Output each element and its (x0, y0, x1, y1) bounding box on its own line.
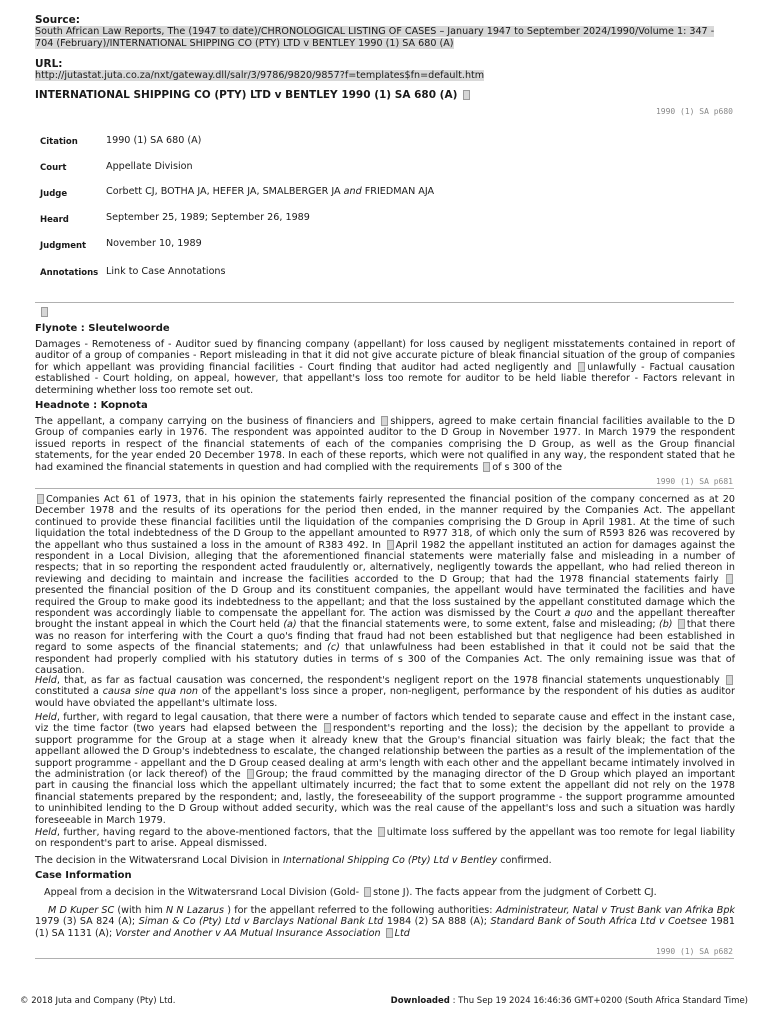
flynote-text-1: Damages - Remoteness of - Auditor sued by financing company (appellant) for loss caused by negligent misstatements contained in report of auditor of a group of companies - Report misleading in that it did not give accurate picture of bleak financial situation of the group of companies for which appellant was providing financial facilities - Court finding that auditor had acted negligently and (35, 339, 735, 373)
body-italic: Held (35, 675, 57, 686)
headnote-text-3: of s 300 of the (492, 461, 563, 473)
body-text: that unlawfulness had been established in that it could not be said that the respondent had properly complied with his statutory duties in terms of s 300 of the Companies Act. The only remaining issue was that of causation. (35, 642, 735, 677)
flynote-text-2: unlawfully - Factual causation established - Court holding, on appeal, however, that appellant's loss too remote for auditor to be held liable therefor - Factors relevant in determining whether loss too remote set out. (35, 361, 735, 396)
divider (35, 958, 734, 959)
marker-j-icon (483, 462, 490, 472)
marker-d-icon (678, 619, 685, 629)
case-info-text: 1979 (3) SA 824 (A); (35, 916, 139, 928)
body-text: , further, with regard to legal causation, that there were a number of factors which tended to separate cause and effect in the instant case, viz the time factor (two years had elapsed between the (35, 712, 735, 735)
body-text: Group; the fraud committed by the managing director of the D Group which played an important part in causing the financial loss which the appellant ultimately incurred; the fact that to some extent the appellant did not rely on the 1978 financial statements prepared by the respondent; and, lastly, the foreseeability of the support programme - the support programme amounted to uninhibited lending to the D Group without added security, which was the real cause of the appellant's loss and such a situation was hardly foreseeable in March 1979. (35, 769, 735, 826)
marker-c-icon (726, 574, 733, 584)
headnote-heading: Headnote : Kopnota (35, 400, 148, 411)
counsel-name: N N Lazarus (166, 905, 224, 916)
body-text: presented the financial position of the D Group and its constituent companies, the appellant would have terminated the facilities and have required the Group to make good its indebtedness to the appellant; and that the loss sustained by the appellant constituted damage which the respondent was accordingly liable to compensate the appellant for. The action was dismissed by the Court (35, 585, 735, 620)
headnote-text-2: shippers, agreed to make certain financial facilities available to the D Group of companies early in 1976. The respondent was appointed auditor to the D Group in November 1977. In March 1979 the respondent issued reports in respect of the financial statements of each of the companies comprising the D Group, as well as the Group financial statements, for the year ended 20 December 1978. In each of these reports, which were not qualified in any way, the respondent stated that he had examined the financial statements in question and had complied with the requirements (35, 416, 735, 473)
citation-label: Citation (40, 137, 78, 147)
case-info-text: 1984 (2) SA 888 (A); (383, 916, 491, 928)
authority-name: Vorster and Another v AA Mutual Insurance Association (115, 927, 381, 939)
judge-and: and (343, 186, 362, 197)
body-paragraph-5 (35, 855, 735, 866)
body-text: respondent's reporting and the loss); the decision by the appellant to provide a support programme for the Group at a stage when it already knew that the Group's financial situation was fairly bleak; the fact that the appellant allowed the D Group's indebtedness to escalate, the changed relationship between the parties as a result of the implementation of the support programme - appellant and the D Group ceased dealing at arm's length with each other and the appellant became intimately involved in the administration (or lack thereof) of the (35, 723, 735, 781)
marker-h-icon (378, 827, 385, 837)
marker-j-icon (386, 928, 393, 938)
counsel-name: M D Kuper SC (48, 905, 115, 916)
body-paragraph-3 (35, 712, 735, 826)
case-info-text: ) for the appellant referred to the following authorities: (224, 905, 496, 916)
body-italic: causa sine qua non (102, 686, 198, 698)
annotations-link[interactable]: Link to Case Annotations (106, 266, 226, 277)
body-italic: Held (35, 827, 57, 838)
body-text: that the financial statements were, to some extent, false and misleading; (296, 619, 659, 631)
judge-label: Judge (40, 189, 68, 199)
case-info-paragraph-2 (35, 905, 735, 939)
marker-b-icon (387, 540, 394, 550)
case-title-text: INTERNATIONAL SHIPPING CO (PTY) LTD v BENTLEY 1990 (1) SA 680 (A) (35, 89, 458, 101)
source-url[interactable]: http://jutastat.juta.co.za/nxt/gateway.dll/salr/3/9786/9820/9857?f=templates$fn=default.htm (35, 70, 485, 81)
headnote-text-1: The appellant, a company carrying on the business of financiers and (35, 416, 380, 427)
case-info-text: 1981 (1) SA 1131 (A); (35, 916, 735, 939)
body-italic: (c) (327, 642, 340, 654)
body-text: The decision in the Witwatersrand Local Division in (35, 855, 283, 866)
flynote-text (35, 339, 735, 396)
url-label: URL: (35, 58, 63, 70)
marker-i-icon (364, 887, 371, 897)
marker-f-icon (324, 723, 331, 733)
case-info-text: (with him (114, 905, 167, 916)
body-text: confirmed. (497, 855, 552, 866)
body-text: Companies Act 61 of 1973, that in his opinion the statements fairly represented the financial position of the company concerned as at 20 December 1978 and the results of its operations for the period then ended, in the manner required by the Companies Act. The appellant continued to provide these financial facilities until the liquidation of the companies comprising the D Group in April 1981. At the time of such liquidation the total indebtedness of the D Group to the appellant amounted to R977 318, of which only the sum of R593 826 was recovered by the appellant who thus sustained a loss in the amount of R383 492. In (35, 494, 735, 551)
body-italic: (a) (283, 619, 297, 631)
judgment-label: Judgment (40, 241, 87, 251)
flynote-heading: Flynote : Sleutelwoorde (35, 323, 170, 334)
judgment-value: November 10, 1989 (106, 238, 202, 249)
page-ref-682: 1990 (1) SA p682 (655, 947, 733, 956)
downloaded-timestamp: : Thu Sep 19 2024 16:46:36 GMT+0200 (South Africa Standard Time) (449, 996, 748, 1006)
headnote-text (35, 416, 735, 473)
body-text: that there was no reason for interfering with the Court a quo's finding that fraud had not been established but that negligence had been established in regard to some aspects of the financial statements; and (35, 619, 735, 654)
marker-g-icon (41, 307, 48, 317)
body-text: of the appellant's loss since a proper, non-negligent, performance by the respondent of his duties as auditor would have obviated the appellant's ultimate loss. (35, 686, 735, 709)
body-text: , that, as far as factual causation was concerned, the respondent's negligent report on the 1978 financial statements unquestionably (56, 675, 724, 686)
body-italic: a quo (564, 608, 593, 620)
marker-g-icon (247, 769, 254, 779)
authority-name: Siman & Co (Pty) Ltd v Barclays National Bank Ltd (138, 916, 384, 928)
case-title (35, 89, 472, 101)
body-paragraph-4 (35, 827, 735, 850)
divider (35, 488, 734, 489)
downloaded-label: Downloaded (390, 996, 450, 1006)
body-text: and the appellant thereafter brought the instant appeal in which the Court held (35, 608, 736, 631)
case-info-paragraph-1 (35, 887, 735, 898)
download-info (391, 996, 748, 1006)
authority-name: Administrateur, Natal v Trust Bank van Afrika Bpk (495, 905, 735, 916)
body-italic: (b) (658, 619, 673, 631)
body-text: , further, having regard to the above-mentioned factors, that the (56, 827, 376, 838)
citation-value: 1990 (1) SA 680 (A) (106, 135, 202, 146)
judge-value (106, 186, 434, 197)
marker-f-icon (463, 90, 470, 100)
marker-e-icon (726, 675, 733, 685)
body-italic: International Shipping Co (Pty) Ltd v Bentley (282, 855, 498, 866)
marker-h-icon (578, 362, 585, 372)
body-italic: Held (35, 712, 57, 723)
annotations-label: Annotations (40, 268, 99, 278)
copyright: © 2018 Juta and Company (Pty) Ltd. (20, 996, 176, 1006)
body-text: constituted a (35, 686, 103, 698)
case-info-text: Appeal from a decision in the Witwatersrand Local Division (Gold- (44, 887, 363, 898)
source-label: Source: (35, 14, 80, 26)
judge-names: Corbett CJ, BOTHA JA, HEFER JA, SMALBERGER JA (106, 186, 344, 197)
body-text: ultimate loss suffered by the appellant was too remote for legal liability on respondent's part to arise. Appeal dismissed. (35, 827, 735, 850)
authority-name: Standard Bank of South Africa Ltd v Coetsee (490, 916, 708, 928)
page-ref-681: 1990 (1) SA p681 (655, 477, 733, 486)
judge-last: FRIEDMAN AJA (361, 186, 435, 197)
case-info-text: stone J). The facts appear from the judgment of Corbett CJ. (373, 887, 657, 898)
heard-value: September 25, 1989; September 26, 1989 (106, 212, 310, 223)
case-info-heading: Case Information (35, 870, 132, 881)
court-label: Court (40, 163, 67, 173)
court-value: Appellate Division (106, 161, 193, 172)
page-ref-680: 1990 (1) SA p680 (655, 107, 733, 116)
authority-name: Ltd (394, 927, 410, 939)
marker-a-icon (37, 494, 44, 504)
divider (35, 302, 734, 303)
marker-i-icon (381, 416, 388, 426)
source-path: South African Law Reports, The (1947 to date)/CHRONOLOGICAL LISTING OF CASES – January 1947 to September 2024/1990/Volume 1: 347 - 704 (February)/INTERNATIONAL SHIPPING CO (PTY) LTD v BENTLEY 1990 (1) SA 680 (A) (35, 26, 715, 49)
source-block (35, 14, 735, 82)
heard-label: Heard (40, 215, 69, 225)
body-text: April 1982 the appellant instituted an action for damages against the respondent in a Local Division, alleging that the aforementioned financial statements were materially false and misleading in a number of respects; that in so reporting the respondent acted fraudulently or, alternatively, negligently towards the appellant, who had relied thereon in reviewing and deciding to maintain and increase the facilities accorded to the D Group; that had the 1978 financial statements fairly (35, 539, 735, 585)
body-paragraph-1 (35, 494, 735, 677)
body-paragraph-2 (35, 675, 735, 709)
